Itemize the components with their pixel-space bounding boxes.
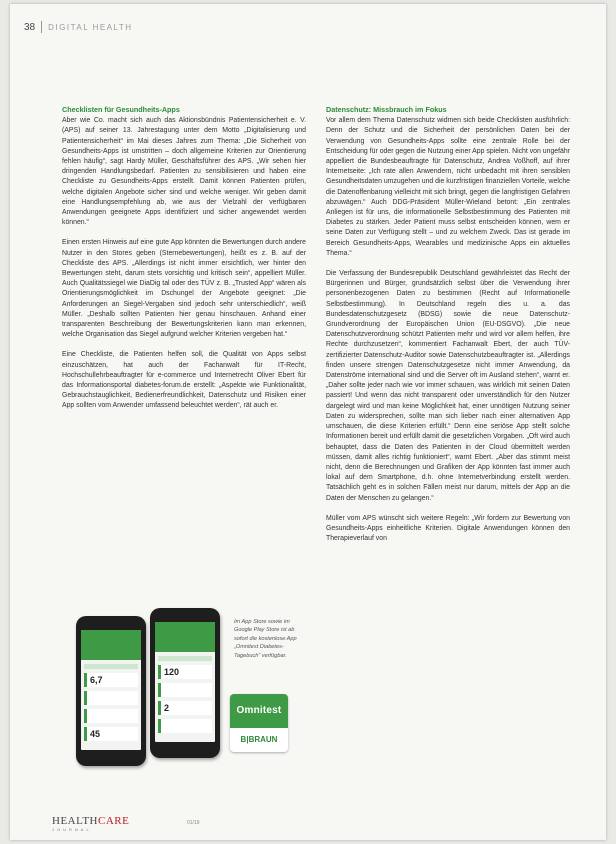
app-status-bar <box>158 656 212 661</box>
logo-subtitle: JOURNAL <box>52 827 92 832</box>
right-paragraph: Müller vom APS wünscht sich weitere Regeln: „Wir fordern zur Bewertung von Gesundheits-Apps einheitliche Kriterien. Digitale Anwendungen können den Therapieverlauf von <box>326 514 570 543</box>
app-reading <box>158 665 212 679</box>
phone-screen <box>155 622 215 742</box>
right-paragraph: Vor allem dem Thema Datenschutz widmen sich beide Checklisten ausführlich: Denn der Schutz und die Sicherheit der persönlichen Daten bei der Verwendung von Gesundheits-Apps sollte eine zentrale Rolle bei der Entscheidung für oder gegen die Nutzung einer App spielen. Nicht von ungefähr appelliert die Bundesbeauftragte für Datenschutz, Andrea Voßhoff, auf ihrer Internetseite: „Ich rate allen Anwendern, nicht unbedacht mit ihren sensiblen Gesundheitsdaten umzugehen und die kurzfristigen finanziellen Vorteile, welche die Datenoffenbarung vielleicht mit sich bringt, gegen die langfristigen Gefahren abzuwägen.“ Auch DDG-Präsident Müller-Wieland betont: „Ein zentrales Anliegen ist für uns, die informationelle Selbstbestimmung des Patienten mit Diabetes zu stärken. Jeder Patient muss selbst entscheiden können, wem er seine Daten zur Verfügung stellt – und zu welchem Zweck. Das ist gerade im Bereich Gesundheits-Apps, Wearables und medizinische Apps ein aktuelles Thema.“ <box>326 117 571 257</box>
header-divider <box>41 21 42 33</box>
left-paragraph: Eine Checkliste, die Patienten helfen soll, die Qualität von Apps selbst einzuschätzen, hat auch der Fachanwalt für IT-Recht, Hochschullehrbeauftragter für e-commerce und Internetrecht Oliver Ebert für das Informationsportal diabetes-forum.de erstellt: „Aspekte wie Funktionalität, Gebrauchstauglichkeit, Bedienerfreundlichkeit, Datenschutz und Risiken einer App sollten vom Anwender umfassend beleuchtet werden“, rät auch er. <box>62 351 306 410</box>
app-reading <box>158 683 212 697</box>
reading-value: 6,7 <box>90 675 103 685</box>
reading-value: 2 <box>164 703 170 713</box>
magazine-page <box>10 4 606 840</box>
left-paragraph: Einen ersten Hinweis auf eine gute App könnten die Bewertungen durch andere Nutzer in den Stores geben (Sternebewertungen), heißt es z. B. auf der Checkliste des APS. „Allerdings ist nicht immer ersichtlich, wer hinter den Bewertungen steht, darum stets vorsichtig und kritisch sein“, appelliert Müller. Auch Qualitätssiegel wie DiaDig tal oder des TÜV z. B. „Trusted App“ wären als Orientierungsmöglichkeit im Dschungel der Angebote geeignet: „Die Anforderungen an Siegel-Vergaben sind jedoch sehr unterschiedlich“, weiß Müller. „Deshalb sollten Patienten hier genau hinschauen. Anhand einer transparenten Beschreibung der Bewertungskriterien kann man erkennen, welche Organisation das Siegel aufgrund welcher Kriterien vergeben hat.“ <box>62 239 306 339</box>
left-heading: Checklisten für Gesundheits-Apps <box>62 105 180 114</box>
maker-name: B|BRAUN <box>240 735 278 744</box>
journal-logo <box>52 816 252 827</box>
left-column <box>62 105 306 422</box>
app-reading <box>84 727 138 741</box>
app-reading <box>84 691 138 705</box>
logo-part-accent: CARE <box>97 815 130 827</box>
app-reading <box>158 701 212 715</box>
right-heading: Datenschutz: Missbrauch im Fokus <box>326 105 447 114</box>
app-header-bar <box>155 622 215 652</box>
app-reading <box>84 673 138 687</box>
page-footer <box>52 816 252 836</box>
brand-name: Omnitest <box>230 694 288 728</box>
issue-number: 01/19 <box>187 820 200 826</box>
smartphone-image <box>150 608 220 758</box>
reading-value: 45 <box>90 729 101 739</box>
logo-part: HEALTH <box>52 815 98 827</box>
section-rubric: DIGITAL HEALTH <box>48 22 133 32</box>
app-header-bar <box>81 630 141 660</box>
app-reading <box>158 719 212 733</box>
page-header <box>24 18 584 36</box>
app-reading <box>84 709 138 723</box>
smartphone-image <box>76 616 146 766</box>
right-paragraph: Die Verfassung der Bundesrepublik Deutschland gewährleistet das Recht der Bürgerinnen und Bürger, grundsätzlich selbst über die Verwendung ihrer personenbezogenen Daten zu bestimmen (Recht auf Informationelle Selbstbestimmung). In Deutschland regeln dies u. a. das Bundesdatenschutzgesetz (BDSG) sowie die neue Datenschutz-Grundverordnung der Europäischen Union (EU-DSGVO). „Die neue Datenschutzverordnung schützt Patienten mehr und wird vor allem helfen, ihre Rechte durchzusetzen“, kommentiert Fachanwalt Ebert, der auch TÜV-zertifizierter Datenschutz-Auditor sowie Datenschutzbeauftragter ist. „Allerdings finden unsere strengen Datenschutzgesetze nicht immer Anwendung, da Datenströme international sind und die Server oft im Ausland stehen“, warnt er. „Daher sollte jeder nach wie vor immer schauen, was wirklich mit seinen Daten passiert! Und wenn das nicht transparent oder unverständlich für den Nutzer dargelegt wird und man keine Möglichkeit hat, einer unnötigen Nutzung seiner Daten zu widersprechen, sollte man sich lieber nach einer alternativen App umschauen, die diese Kriterien erfüllt.“ Denn eine seriöse App stellt solche Informationen bereit und erfüllt damit die gesetzlichen Vorgaben. „Oft wird auch behauptet, dass die Daten des Patienten in der Cloud übermittelt werden müssen, damit alles richtig funktioniert“, warnt Ebert. „Aber das stimmt meist nicht, denn die Berechnungen und Grafiken der App könnten fast immer auch lokal auf dem Smartphone, d.h. ohne Internetverbindung erstellt werden. Tatsächlich geht es in solchen Fällen meist nur darum, mittels der App an die Daten der Menschen zu gelangen.“ <box>326 270 570 502</box>
figure-caption: Im App Store sowie im Google Play Store ist ab sofort die kostenlose App „Omnitest Diabetes-Tagebuch“ verfügbar. <box>234 619 297 659</box>
app-figure <box>62 604 306 774</box>
app-status-bar <box>84 664 138 669</box>
omnitest-logo <box>230 694 288 752</box>
phone-screen <box>81 630 141 750</box>
reading-value: 120 <box>164 667 180 677</box>
right-column <box>326 105 570 554</box>
left-paragraph: Aber wie Co. macht sich auch das Aktionsbündnis Patientensicherheit e. V. (APS) auf seiner 13. Jahrestagung unter dem Motto „Digitalisierung und Patientensicherheit“ im Mai dieses Jahres zum Thema: „Die Sicherheit von Gesundheits-Apps ist umstritten – doch allgemeine Kriterien zur Orientierung fehlen häufig“, sagt Hardy Müller, Geschäftsführer des APS. „Wir sehen hier dringenden Handlungsbedarf. Patienten zu sensibilisieren und haben eine Checkliste zu Gesundheits-Apps erstellt. Damit können Patienten prüfen, welche digitalen Angebote sicher sind und welche weniger. Wir geben damit eine Handlungsempfehlung ab, wie aus der Vielzahl der verfügbaren Anwendungen geeignete Apps identifiziert und sicher angewendet werden können.“ <box>62 117 306 227</box>
page-number: 38 <box>24 21 36 33</box>
